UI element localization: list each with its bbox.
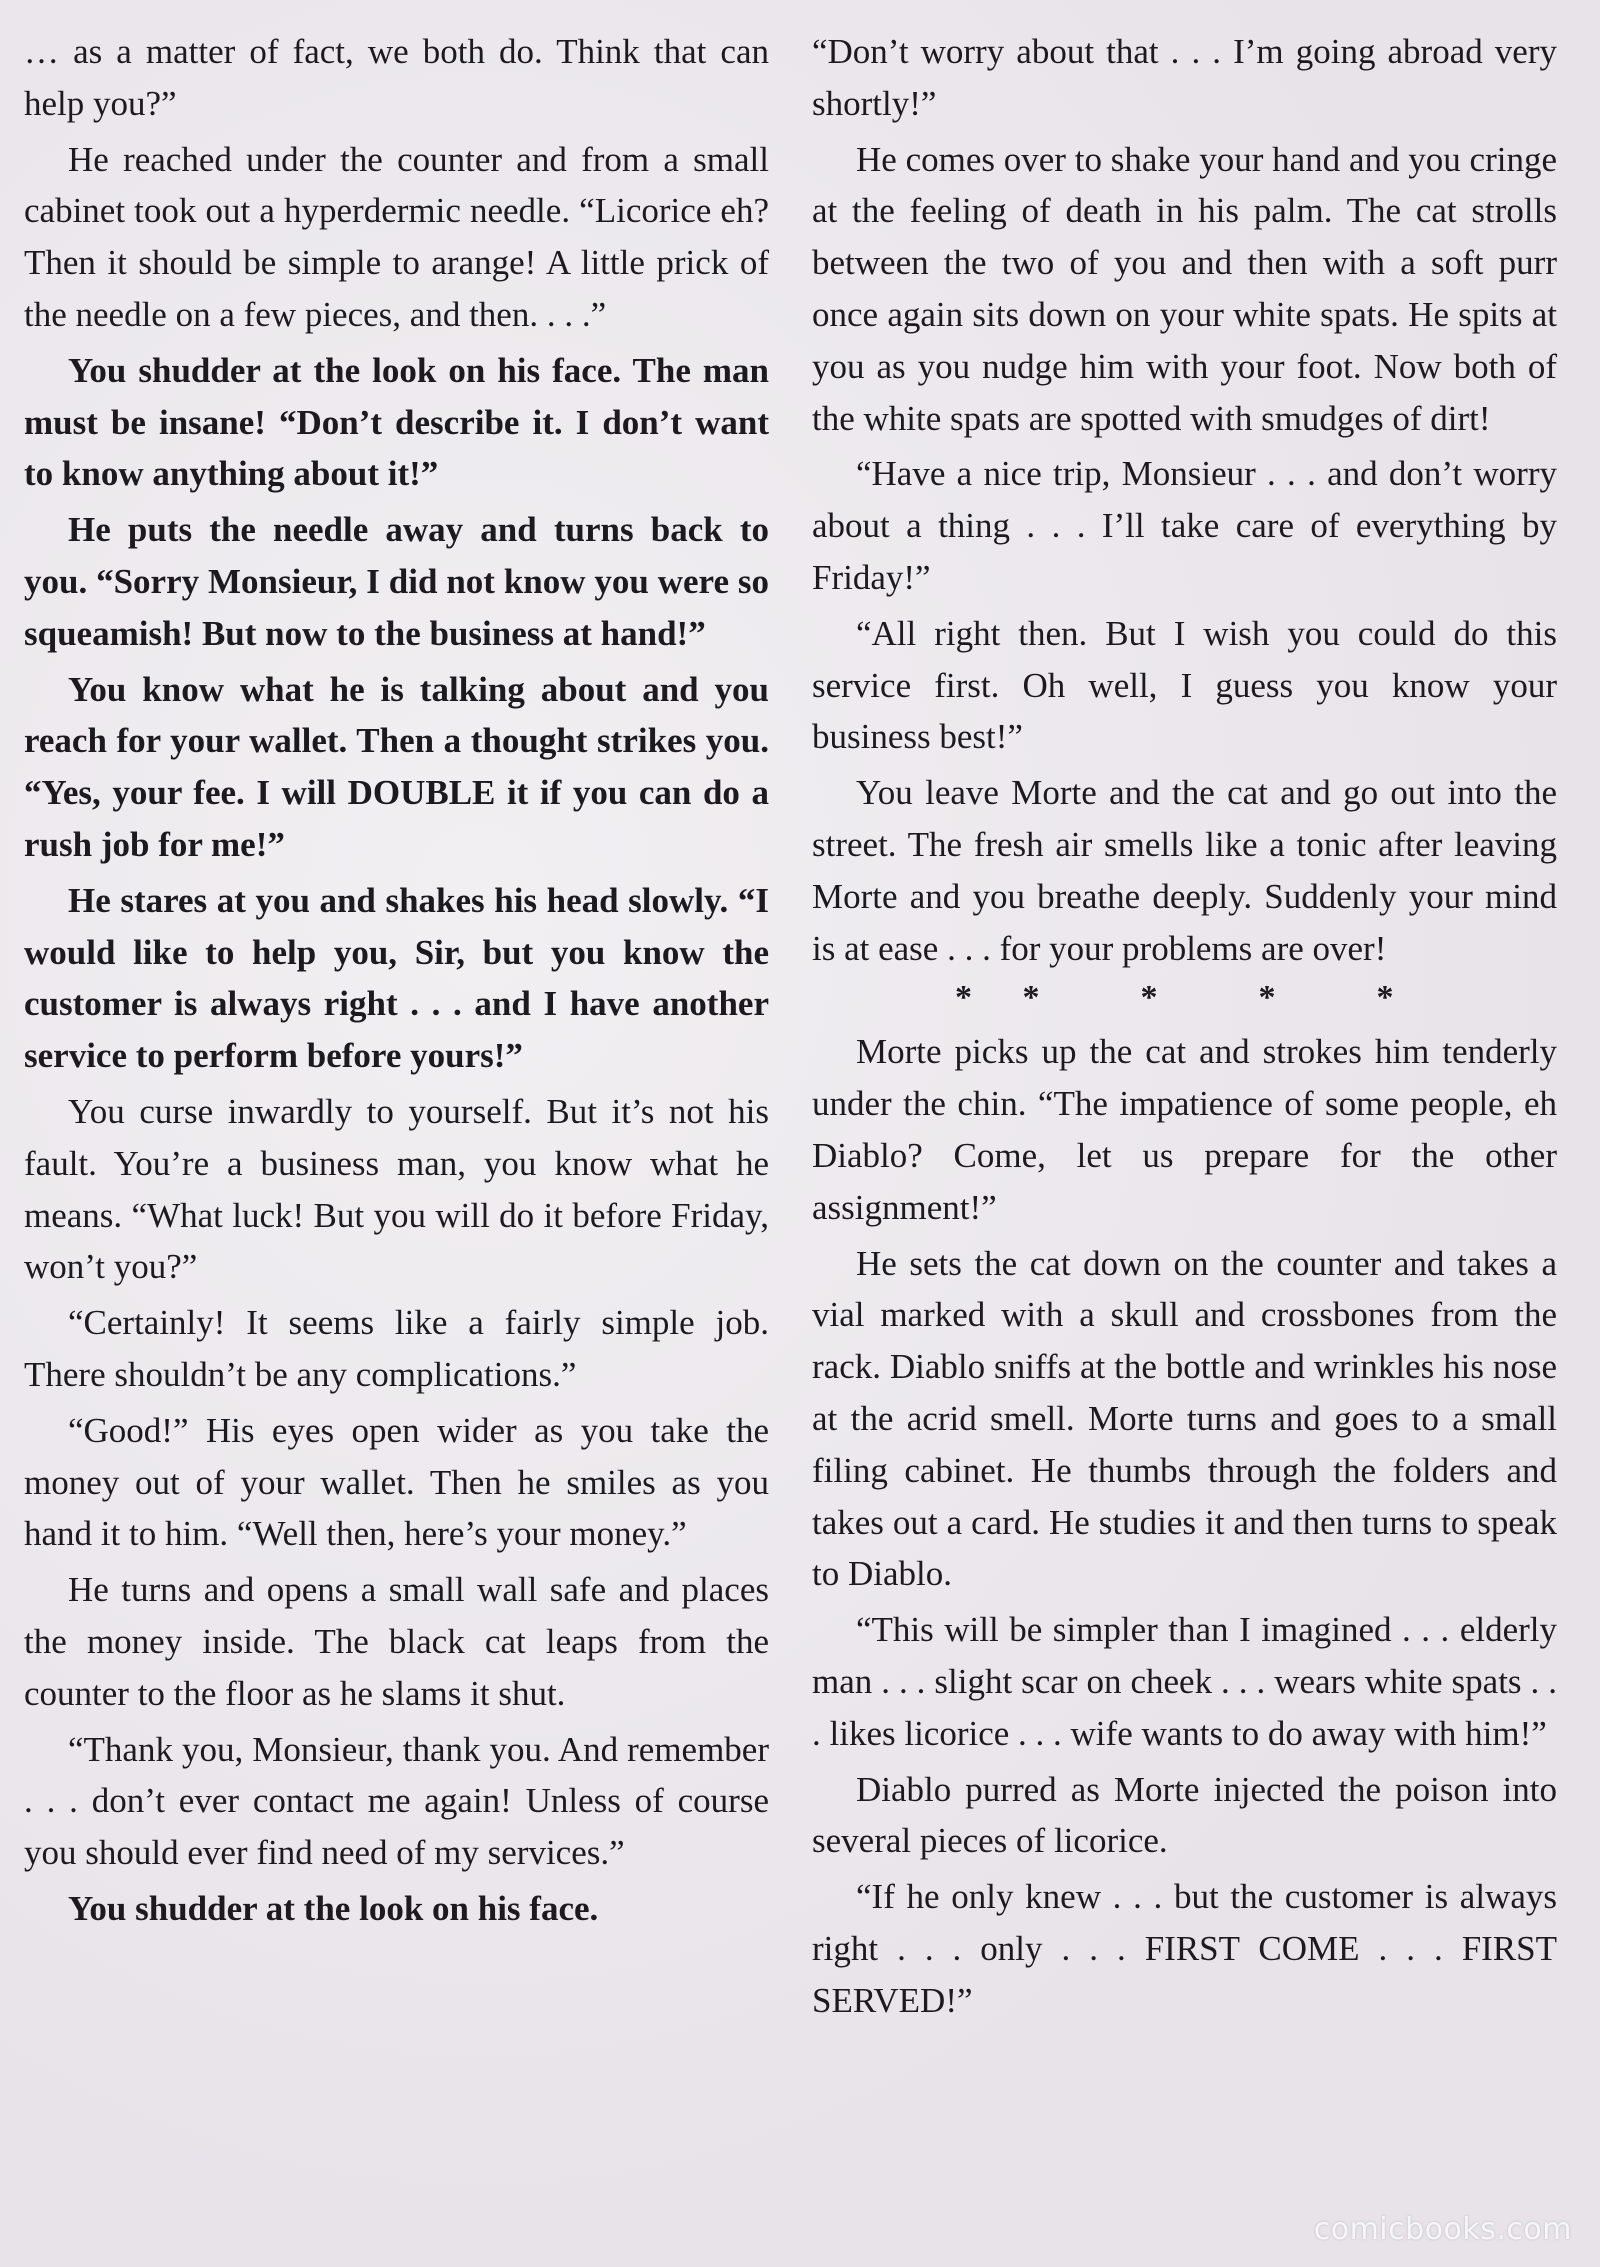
paragraph: You curse inwardly to yourself. But it’s not his fault. You’re a business man, you know what he means. “What luck! But you will do it before Friday, won’t you?” (24, 1091, 769, 1287)
paragraph: “Good!” His eyes open wider as you take the money out of your wallet. Then he smiles as you hand it to him. “Well then, here’s your money.” (24, 1410, 769, 1554)
paragraph: Morte picks up the cat and strokes him tenderly under the chin. “The impatience of some people, eh Diablo? Come, let us prepare for the other assignment!” (812, 1032, 1557, 1227)
paragraph: “If he only knew . . . but the customer is always right . . . only . . . FIRST COME . . . FIRST SERVED!” (812, 1877, 1557, 2020)
asterisk: * (1376, 979, 1394, 1017)
paragraph: He turns and opens a small wall safe and places the money inside. The black cat leaps from the counter to the floor as he slams it shut. (24, 1570, 769, 1713)
paragraph: He puts the needle away and turns back to you. “Sorry Monsieur, I did not know you were so squeamish! But now to the business at hand!” (24, 510, 769, 653)
paragraph: You shudder at the look on his face. (68, 1888, 599, 1928)
paragraph: He reached under the counter and from a small cabinet took out a hyperdermic needle. “Licorice eh? Then it should be simple to arange! A little prick of the needle on a few pieces, and then. . . .” (24, 139, 769, 334)
site-watermark: comicbooks.com (1313, 2212, 1572, 2247)
paragraph: You know what he is talking about and you reach for your wallet. Then a thought strikes you. “Yes, your fee. I will DOUBLE it if you can do a rush job for me!” (24, 669, 769, 864)
paragraph: He stares at you and shakes his head slowly. “I would like to help you, Sir, but you know the customer is always right . . . and I have another service to perform before yours!” (24, 880, 769, 1076)
asterisk: * (955, 979, 972, 1017)
paragraph: “Certainly! It seems like a fairly simple job. There shouldn’t be any complications.” (24, 1303, 769, 1394)
paragraph: “All right then. But I wish you could do this service first. Oh well, I guess you know your business best!” (812, 613, 1557, 757)
paragraph: “Don’t worry about that . . . I’m going abroad very shortly!” (812, 32, 1557, 123)
paragraph: He comes over to shake your hand and you cringe at the feeling of death in his palm. The cat strolls between the two of you and then with a soft purr once again sits down on your white spats. He spits at you as you nudge him with your foot. Now both of the white spats are spotted with smudges of dirt! (812, 139, 1557, 438)
left-text-column (24, 26, 769, 1935)
paragraph: Diablo purred as Morte injected the poison into several pieces of licorice. (812, 1769, 1557, 1861)
paragraph: … as a matter of fact, we both do. Think that can help you?” (24, 32, 769, 123)
right-text-column (812, 26, 1557, 2026)
paragraph: He sets the cat down on the counter and takes a vial marked with a skull and crossbones from the rack. Diablo sniffs at the bottle and wrinkles his nose at the acrid smell. Morte turns and goes to a small filing cabinet. He thumbs through the folders and takes out a card. He studies it and then turns to speak to Diablo. (812, 1243, 1557, 1594)
paragraph: You shudder at the look on his face. The man must be insane! “Don’t describe it. I don’t want to know anything about it!” (24, 350, 769, 494)
asterisk: * (1140, 979, 1158, 1017)
section-break (812, 978, 1557, 1018)
paragraph: “Thank you, Monsieur, thank you. And remember . . . don’t ever contact me again! Unless of course you should ever find need of my services.” (24, 1729, 769, 1873)
paragraph: “Have a nice trip, Monsieur . . . and don’t worry about a thing . . . I’ll take care of everything by Friday!” (812, 454, 1557, 597)
asterisk: * (1258, 979, 1276, 1017)
paragraph: You leave Morte and the cat and go out into the street. The fresh air smells like a tonic after leaving Morte and you breathe deeply. Suddenly your mind is at ease . . . for your problems are over! (812, 773, 1557, 968)
paragraph: “This will be simpler than I imagined . . . elderly man . . . slight scar on cheek . . . wears white spats . . . likes licorice . . . wife wants to do away with him!” (812, 1610, 1557, 1753)
asterisk: * (1022, 979, 1040, 1017)
